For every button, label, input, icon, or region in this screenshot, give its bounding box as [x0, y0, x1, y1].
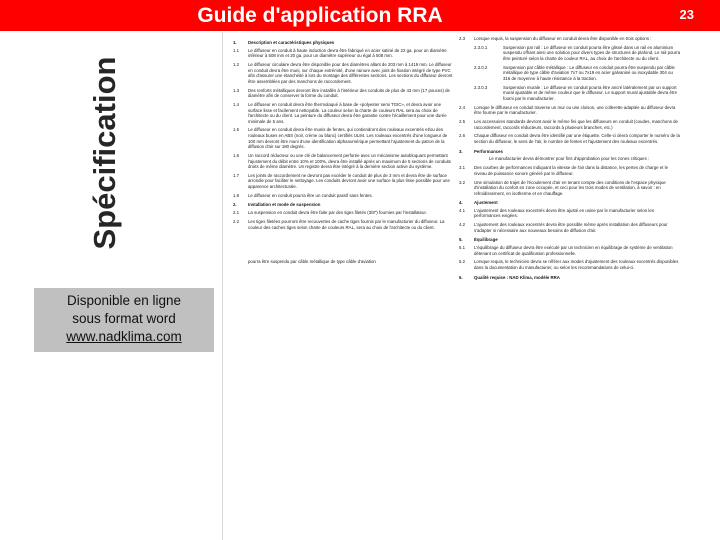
vertical-title-container	[0, 38, 220, 268]
document-paragraph	[459, 208, 681, 219]
embedded-specification-document[interactable]	[222, 32, 720, 540]
document-paragraph	[459, 165, 681, 176]
paragraph-number: 5.2	[459, 259, 466, 265]
document-paragraph	[459, 237, 681, 243]
info-box-website-link[interactable]: www.nadklima.com	[66, 329, 182, 344]
paragraph-number: 2.6	[459, 133, 466, 139]
paragraph-number: 2.3.0.2	[474, 64, 488, 70]
document-paragraph	[459, 222, 681, 233]
paragraph-text: Lorsque le diffuseur en conduit traverse un mur ou une cloison, une collerette adaptée au diffuseur devra être fournie par le manufacturier.	[474, 104, 676, 116]
paragraph-number: 4.	[459, 200, 463, 206]
paragraph-text: Qualité requise : NAD Klima, modèle RRA	[474, 274, 560, 280]
page-title: Guide d'application RRA	[197, 4, 443, 27]
document-paragraph	[459, 200, 681, 206]
paragraph-number: 6.	[459, 274, 463, 280]
paragraph-number: 1.6	[233, 152, 240, 158]
document-paragraph	[233, 202, 455, 208]
paragraph-text: Le diffuseur en conduit à haute induction devra être fabriqué en acier satiné de 22 ga. pour un diamètre inférieur à 508 mm et 20 ga. pour un diamètre supérieur ou égal à 508 mm.	[248, 47, 447, 59]
paragraph-text: L'ajustement des rouleaux excentrés devra être ajusté en usine par le manufacturier selon les performances exigées.	[474, 207, 654, 219]
document-paragraph	[459, 180, 681, 197]
document-paragraph	[459, 119, 681, 130]
paragraph-text: Installation et mode de suspension	[248, 202, 321, 208]
paragraph-number: 1.7	[233, 172, 240, 178]
paragraph-number: 1.4	[233, 102, 240, 107]
paragraph-number	[474, 156, 489, 162]
paragraph-number: 4.2	[459, 222, 466, 228]
paragraph-number: 1.	[233, 40, 237, 45]
paragraph-text: Les tiges filetées pourront être recouvertes de cache tiges fournis par le manufacturier du diffuseur. La couleur des caches tiges selon charte de couleurs RAL, sera au choix de l'architecte ou du client.	[248, 218, 445, 230]
paragraph-number: 1.3	[233, 87, 240, 93]
paragraph-text: Le manufacturier devra démontrer pour fins d'approbation pour les zones critiques :	[489, 156, 650, 162]
paragraph-number: 2.3	[459, 36, 466, 41]
info-box-line-2: sous format word	[72, 311, 176, 326]
document-paragraph	[459, 245, 681, 256]
document-column-right	[459, 36, 681, 282]
paragraph-number: 2.5	[459, 119, 466, 125]
document-paragraph	[233, 62, 455, 84]
paragraph-number: 1.8	[233, 192, 240, 198]
document-paragraph	[233, 193, 455, 199]
document-column-left	[233, 36, 455, 268]
paragraph-text: pourra être suspendu par câble métallique de type câble d'aviation	[248, 259, 376, 265]
paragraph-text: Un raccord réducteur ou une clé de balancement perforée avec un mécanisme autobloquant permettant l'ajustement du débit entre 10% et 100%, devra être installé après un maximum de 5 sections de conduits droits de même diamètre. Un registre devra être intégré à la dernière section active du système.	[248, 152, 451, 170]
document-paragraph	[233, 102, 455, 124]
paragraph-number: 3.1	[459, 165, 466, 171]
paragraph-number: 2.1	[233, 210, 240, 216]
paragraph-text: Le diffuseur en conduit devra être thermolaqué à base de «polyester semi TGIC», et devra avoir une surface lisse et facilement nettoyable. La couleur selon la charte de couleurs RAL sera au choix de l'architecte ou du client. La peinture du diffuseur devra être garantie contre l'écaillement pour une durée minimale de 5 ans.	[248, 102, 447, 124]
document-paragraph	[474, 85, 681, 102]
document-paragraph	[459, 105, 681, 116]
document-paragraph	[233, 173, 455, 190]
paragraph-number: 1.5	[233, 127, 240, 133]
paragraph-number: 2.4	[459, 104, 466, 110]
document-paragraph	[233, 219, 455, 230]
paragraph-text: Les joints de raccordement ne devront pas excéder le conduit de plus de 3 mm et devra être de surface arrondie pour faciliter le nettoyage. Les conduits devront avoir une surface la plus lisse possible pour une apparence architecturale.	[248, 172, 450, 189]
document-paragraph	[233, 88, 455, 99]
paragraph-text: Performances	[474, 148, 503, 154]
document-paragraph	[459, 36, 681, 42]
paragraph-number: 1.1	[233, 47, 240, 53]
paragraph-number: 3.2	[459, 179, 466, 185]
paragraph-text: La suspension en conduit devra être faite par des tiges filetés (3/8") fournies par l'installateur.	[248, 210, 427, 216]
paragraph-number: 5.1	[459, 245, 466, 251]
paragraph-text: Lorsque requis, le technicien devra se référer aux modes d'ajustement des rouleaux excentrés disponibles dans la documentation du manufacturier, ou selon les recommandations de celui-ci.	[474, 259, 679, 271]
document-paragraph	[459, 149, 681, 155]
paragraph-text: Suspension par rail : Le diffuseur en conduit pourra être glissé dans un rail en aluminium suspendu offrant ainsi une solution pour divers types de structures de plafond. Le rail pourra être peinturé selon la charte de couleur RAL, au choix de l'architecte ou du client.	[503, 44, 681, 61]
paragraph-number: 5.	[459, 237, 463, 243]
paragraph-number	[233, 259, 248, 265]
paragraph-text: Le diffuseur circulaire devra être disponible pour des diamètres allant de 203 mm à 1419 mm. Le diffuseur en conduit devra être muni, sur chaque extrémité, d'une rainure avec joint de fixation intégré de type PVC afin d'assurer une étanchéité à lors du montage des différentes sections. Les sections du diffuseur devront être assemblées par des manchons de raccordement.	[248, 62, 453, 84]
document-paragraph	[459, 275, 681, 281]
paragraph-text: Suspension murale : Le diffuseur en conduit pourra être ancré latéralement par un support mural ajustable et de même couleur que le diffuseur. Le support mural ajustable devra être fourni par le manufacturier.	[503, 84, 678, 101]
document-spacer	[233, 233, 455, 259]
paragraph-text: Description et caractéristiques physiques	[248, 40, 335, 45]
header-banner	[0, 0, 720, 31]
paragraph-text: Les accessoires standards devront avoir le même fini que les diffuseurs en conduit (coudes, manchons de raccordement, raccords réducteurs, raccords à plusieurs branches, etc.)	[474, 119, 678, 130]
paragraph-text: Des renforts métalliques devront être installés à l'intérieur des conduits de plus de 43 mm (17 pouces) de diamètre afin de conserver la forme du conduit.	[248, 87, 450, 99]
document-paragraph	[233, 153, 455, 170]
document-paragraph	[233, 127, 455, 149]
document-paragraph	[459, 133, 681, 144]
paragraph-text: Équilibrage	[474, 237, 498, 243]
paragraph-number: 3.	[459, 148, 463, 154]
paragraph-number: 2.3.0.3	[474, 84, 488, 90]
document-paragraph	[474, 65, 681, 82]
paragraph-number: 2.	[233, 202, 237, 208]
paragraph-text: L'ajustement des rouleaux excentrés devra être possible même après installation des diffuseurs pour s'adapter si nécessaire aux nouveaux besoins de diffusion d'air.	[474, 222, 668, 233]
section-vertical-title: Spécification	[87, 56, 122, 250]
document-paragraph	[474, 45, 681, 62]
paragraph-number: 2.3.0.1	[474, 44, 488, 50]
info-box-line-1: Disponible en ligne	[66, 293, 182, 308]
document-paragraph	[233, 259, 455, 265]
document-paragraph	[233, 40, 455, 46]
paragraph-text: Lorsque requis, la suspension du diffuseur en conduit devra être disponible en trois options :	[474, 36, 652, 41]
paragraph-number: 1.2	[233, 62, 240, 68]
document-paragraph	[474, 156, 681, 162]
slide-number: 23	[679, 7, 694, 22]
paragraph-text: Une simulation de trajet de l'écoulement d'air en tenant compte des conditions de l'espace physique d'installation du confort en zone occupée, et ceci pour les trois modes de ventilation, à savoir : en refroidissement, en isotherme et en chauffage.	[474, 179, 666, 196]
document-paragraph	[459, 259, 681, 270]
paragraph-text: L'équilibrage du diffuseur devra être exécuté par un technicien en équilibrage de système de ventilation détenant un certificat de qualification professionnelle.	[474, 245, 673, 256]
paragraph-text: Des courbes de performances indiquant la vitesse de l'air dans la distance, les pertes de charge et le niveau de puissance sonore généré par le diffuseur.	[474, 165, 668, 176]
paragraph-text: Suspension par câble métallique : Le diffuseur en conduit pourra être suspendu par câble métallique de type câble d'aviation 7x7 ou 7x19 en acier galvanisé ou inoxydable 304 ou 316 de moyenne à haute résistance à la traction.	[503, 64, 675, 81]
paragraph-number: 2.2	[233, 218, 240, 224]
document-paragraph	[233, 48, 455, 59]
paragraph-text: Ajustement	[474, 200, 498, 206]
info-box	[34, 288, 214, 352]
paragraph-text: Chaque diffuseur en conduit devra être identifié par une étiquette. Celle-ci devra comporter le numéro de la section du diffuseur, le sens de l'air, le nombre de fentes et l'ajustement des rouleaux excentrés.	[474, 133, 680, 144]
paragraph-text: Le diffuseur en conduit pourra être un conduit passif sans fentes.	[248, 192, 373, 198]
document-paragraph	[233, 210, 455, 216]
paragraph-number: 4.1	[459, 207, 466, 213]
paragraph-text: Le diffuseur en conduit devra être munis de fentes, qui contiendront des rouleaux excentrés et/ou des rouleaux buses en ABS (noir, crème ou blanc) certifiés UL94. Les rouleaux excentrés d'une longueur de 100 mm devront être muni d'une identification alphanumérique permettant l'ajustement du patron de la diffusion d'air sur 180 degrés.	[248, 127, 448, 150]
